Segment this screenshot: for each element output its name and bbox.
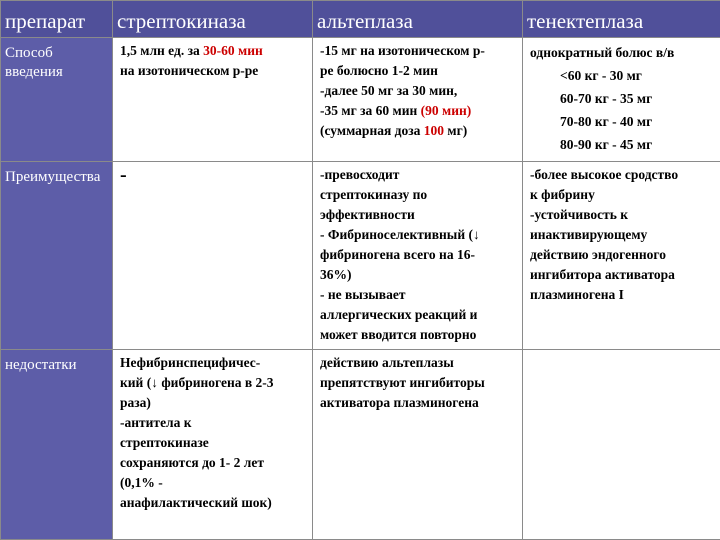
text-line: инактивирующему [530, 227, 648, 242]
text-line: (суммарная доза 100 мг) [320, 123, 468, 138]
text-line: фибриногена всего на 16- [320, 247, 475, 262]
text-line: анафилактический шок) [120, 495, 272, 510]
text-line: действию эндогенного [530, 247, 666, 262]
text-line: 1,5 млн ед. за 30-60 мин [120, 43, 263, 58]
text-line: действию альтеплазы [320, 355, 454, 370]
cell-disadvantages-tenecteplase [523, 350, 720, 540]
text-line: сохраняются до 1- 2 лет [120, 455, 264, 470]
cell-advantages-streptokinase [113, 162, 313, 350]
text-line: стрептокиназе [120, 435, 209, 450]
text-line: кий (↓ фибриногена в 2-3 [120, 373, 307, 393]
cell-admin-tenecteplase [523, 38, 720, 162]
cell-admin-alteplase [313, 38, 523, 162]
text-line: однократный болюс в/в [530, 45, 675, 60]
text-line: на изотоническом р-ре [120, 63, 259, 78]
text-line: ре болюсно 1-2 мин [320, 63, 438, 78]
row-label-advantages: Преимущества [1, 162, 113, 350]
text-line: активатора плазминогена [320, 395, 479, 410]
dose-line: 80-90 кг - 45 мг [560, 137, 653, 152]
dose-line: <60 кг - 30 мг [560, 68, 642, 83]
header-streptokinase: стрептокиназа [113, 1, 313, 38]
text-line: препятствуют ингибиторы [320, 375, 485, 390]
arrow-down-icon: ↓ [151, 375, 158, 390]
text-line: -более высокое сродство [530, 167, 679, 182]
row-administration [1, 38, 720, 162]
text-line: Нефибринспецифичес- [120, 355, 261, 370]
text-line: может вводится повторно [320, 327, 477, 342]
row-label-disadvantages: недостатки [1, 350, 113, 540]
cell-disadvantages-alteplase [313, 350, 523, 540]
text-line: 36%) [320, 267, 352, 282]
cell-advantages-tenecteplase [523, 162, 720, 350]
arrow-down-icon: ↓ [472, 227, 480, 242]
dose-line: 60-70 кг - 35 мг [560, 91, 653, 106]
cell-advantages-alteplase [313, 162, 523, 350]
dose-line: 70-80 кг - 40 мг [560, 114, 653, 129]
text-line: -превосходит [320, 167, 400, 182]
cell-disadvantages-streptokinase [113, 350, 313, 540]
text-line: стрептокиназу по [320, 187, 428, 202]
text-line: ингибитора активатора [530, 267, 675, 282]
cell-admin-streptokinase [113, 38, 313, 162]
text-line: аллергических реакций и [320, 307, 478, 322]
dash-text: - [120, 164, 127, 186]
text-line: эффективности [320, 207, 415, 222]
row-disadvantages [1, 350, 720, 540]
header-alteplase: альтеплаза [313, 1, 523, 38]
text-line: - Фибриноселективный (↓ [320, 225, 517, 245]
text-line: -35 мг за 60 мин (90 мин) [320, 103, 472, 118]
text-line: - не вызывает [320, 287, 406, 302]
header-tenecteplase: тенектеплаза [523, 1, 720, 38]
text-line: к фибрину [530, 187, 595, 202]
row-label-administration: Способ введения [1, 38, 113, 162]
header-drug: препарат [1, 1, 113, 38]
text-line: -15 мг на изотоническом р- [320, 43, 485, 58]
text-line: -далее 50 мг за 30 мин, [320, 83, 458, 98]
text-line: -устойчивость к [530, 207, 629, 222]
header-row [1, 1, 720, 38]
text-line: раза) [120, 395, 151, 410]
text-line: -антитела к [120, 415, 192, 430]
text-line: плазминогена I [530, 287, 624, 302]
text-line: (0,1% - [120, 475, 163, 490]
row-advantages [1, 162, 720, 350]
